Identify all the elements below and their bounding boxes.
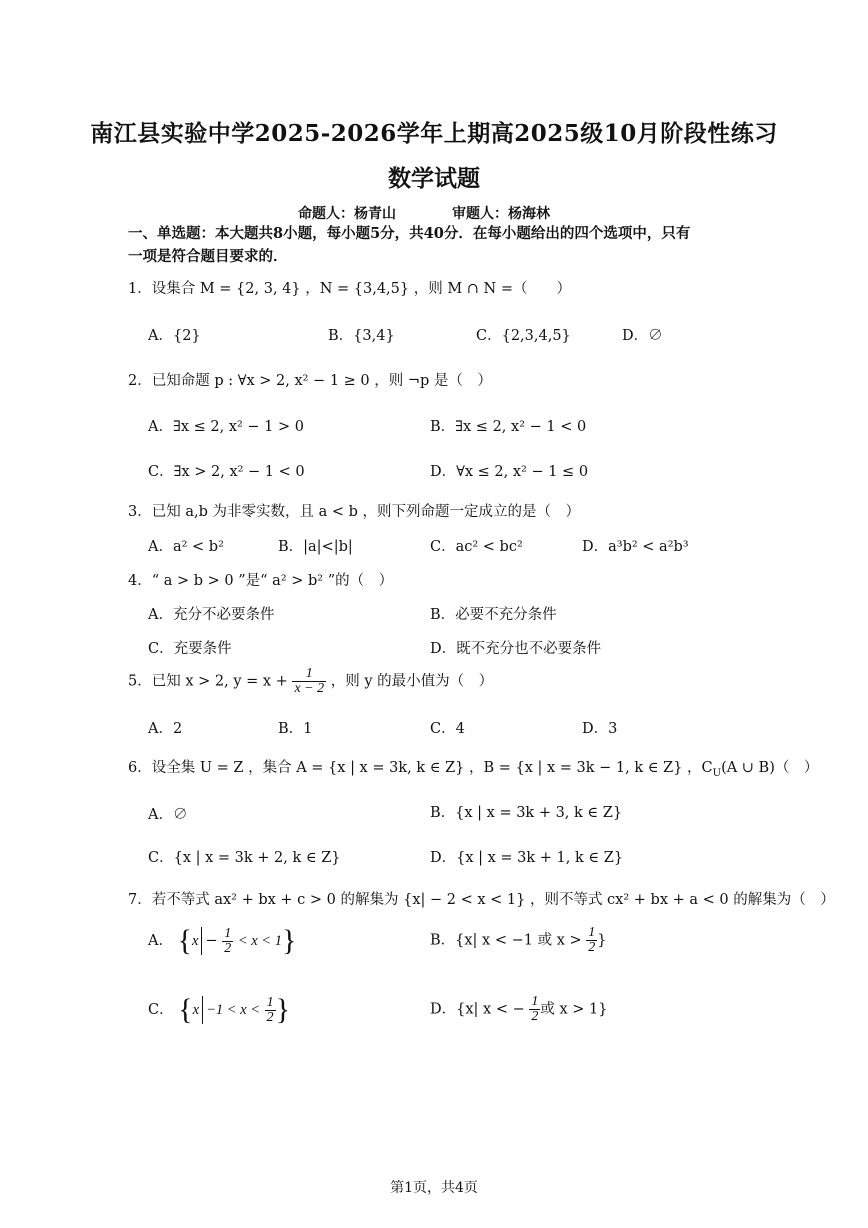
option-c-mid: −1 < x < — [206, 1002, 260, 1018]
option-b-fraction — [586, 926, 597, 955]
option-b-post: } — [597, 932, 607, 949]
question-3-option-b[interactable]: B．|a|<|b| — [278, 539, 353, 555]
question-3-option-d[interactable]: D．a³b² < a²b³ — [582, 539, 689, 555]
question-5-option-d[interactable]: D．3 — [582, 721, 618, 737]
question-6-option-a[interactable]: A．∅ — [148, 807, 188, 823]
question-7-option-a[interactable] — [148, 924, 296, 958]
left-brace: { — [177, 924, 192, 957]
reviewer-label: 审题人：杨海林 — [452, 206, 550, 222]
question-5-option-a[interactable]: A．2 — [148, 721, 183, 737]
question-6-complement-subscript: U — [712, 767, 722, 779]
fraction-denominator: 2 — [266, 1009, 274, 1025]
question-7-option-b[interactable] — [430, 926, 606, 955]
question-1-stem: 1．设集合 M = {2, 3, 4} ，N = {3,4,5} ，则 M ∩ N =（ ） — [128, 281, 571, 297]
set-bar — [202, 996, 203, 1024]
fraction-numerator: 1 — [224, 925, 232, 941]
question-1-option-a[interactable]: A．{2} — [148, 328, 201, 344]
proposer-label: 命题人：杨青山 — [298, 206, 396, 222]
question-5-option-b[interactable]: B．1 — [278, 721, 313, 737]
question-5-fraction — [292, 667, 326, 696]
question-5-option-c[interactable]: C．4 — [430, 721, 465, 737]
question-4-stem: 4．“ a > b > 0 ”是“ a² > b² ”的（ ） — [128, 573, 394, 589]
question-5-stem-pre: 5．已知 x > 2, y = x + — [128, 673, 288, 690]
question-5-stem — [128, 667, 493, 696]
question-2-stem: 2．已知命题 p : ∀x > 2, x² − 1 ≥ 0 ，则 ¬p 是（ ） — [128, 373, 492, 389]
option-d-fraction — [529, 995, 540, 1024]
question-2-option-d[interactable]: D．∀x ≤ 2, x² − 1 ≤ 0 — [430, 464, 589, 480]
question-7-option-c[interactable] — [148, 993, 290, 1027]
option-a-fraction — [222, 927, 233, 956]
option-d-pre: {x| x < − — [456, 1001, 525, 1018]
set-bar — [201, 927, 202, 955]
page-title: 南江县实验中学2025-2026学年上期高2025级10月阶段性练习 — [90, 120, 778, 147]
question-6-option-b[interactable]: B．{x | x = 3k + 3, k ∈ Z} — [430, 805, 623, 821]
option-a-rest: < x < 1 — [237, 933, 282, 949]
fraction-numerator: 1 — [292, 667, 326, 682]
left-brace: { — [178, 993, 193, 1026]
question-5-stem-post: ，则 y 的最小值为（ ） — [330, 673, 494, 690]
option-c-label: C． — [148, 1002, 174, 1018]
section-heading-line1: 一、单选题：本大题共8小题，每小题5分，共40分．在每小题给出的四个选项中，只有 — [128, 225, 691, 242]
option-a-minus: − — [205, 933, 218, 949]
option-b-label: B． — [430, 932, 456, 949]
question-2-option-c[interactable]: C．∃x > 2, x² − 1 < 0 — [148, 464, 305, 480]
question-1-option-b[interactable]: B．{3,4} — [328, 328, 395, 344]
question-7-stem: 7．若不等式 ax² + bx + c > 0 的解集为 {x| − 2 < x < 1} ，则不等式 cx² + bx + a < 0 的解集为（ ） — [128, 892, 835, 908]
question-6-stem-tail: (A ∪ B)（ ） — [721, 760, 819, 776]
option-c-fraction — [265, 996, 276, 1025]
option-d-label: D． — [430, 1001, 457, 1018]
page-subtitle: 数学试题 — [388, 165, 480, 192]
question-4-option-d[interactable]: D．既不充分也不必要条件 — [430, 641, 602, 657]
question-6-stem-main: 6．设全集 U = Z ，集合 A = {x | x = 3k, k ∈ Z} ，B = {x | x = 3k − 1, k ∈ Z} ，C — [128, 760, 713, 776]
option-c-var: x — [192, 1002, 200, 1018]
question-6-option-c[interactable]: C．{x | x = 3k + 2, k ∈ Z} — [148, 850, 341, 866]
option-a-label: A． — [148, 933, 173, 949]
question-2-option-a[interactable]: A．∃x ≤ 2, x² − 1 > 0 — [148, 419, 305, 435]
option-a-var: x — [192, 933, 199, 949]
right-brace: } — [281, 924, 297, 957]
fraction-numerator: 1 — [531, 994, 539, 1009]
page-footer: 第1页，共4页 — [390, 1180, 478, 1196]
question-4-option-b[interactable]: B．必要不充分条件 — [430, 607, 557, 623]
fraction-denominator: 2 — [224, 940, 232, 956]
question-1-option-d[interactable]: D．∅ — [622, 328, 663, 344]
question-4-option-c[interactable]: C．充要条件 — [148, 641, 232, 657]
question-3-option-a[interactable]: A．a² < b² — [148, 539, 224, 555]
authors-line — [298, 203, 606, 223]
question-4-option-a[interactable]: A．充分不必要条件 — [148, 607, 275, 623]
option-d-post: 或 x > 1} — [540, 1001, 608, 1018]
fraction-denominator: 2 — [531, 1009, 539, 1024]
question-7-option-d[interactable] — [430, 995, 607, 1024]
question-2-option-b[interactable]: B．∃x ≤ 2, x² − 1 < 0 — [430, 419, 587, 435]
fraction-denominator: x − 2 — [294, 681, 325, 696]
fraction-numerator: 1 — [266, 994, 274, 1010]
fraction-denominator: 2 — [588, 940, 596, 955]
option-b-pre: {x| x < −1 或 x > — [455, 932, 582, 949]
right-brace: } — [275, 993, 290, 1026]
question-3-stem: 3．已知 a,b 为非零实数，且 a < b ，则下列命题一定成立的是（ ） — [128, 504, 580, 520]
question-6-stem — [128, 756, 818, 779]
question-6-option-d[interactable]: D．{x | x = 3k + 1, k ∈ Z} — [430, 850, 624, 866]
section-heading-line2: 一项是符合题目要求的． — [128, 248, 288, 265]
question-1-option-c[interactable]: C．{2,3,4,5} — [476, 328, 571, 344]
question-3-option-c[interactable]: C．ac² < bc² — [430, 539, 523, 555]
fraction-numerator: 1 — [588, 925, 596, 940]
